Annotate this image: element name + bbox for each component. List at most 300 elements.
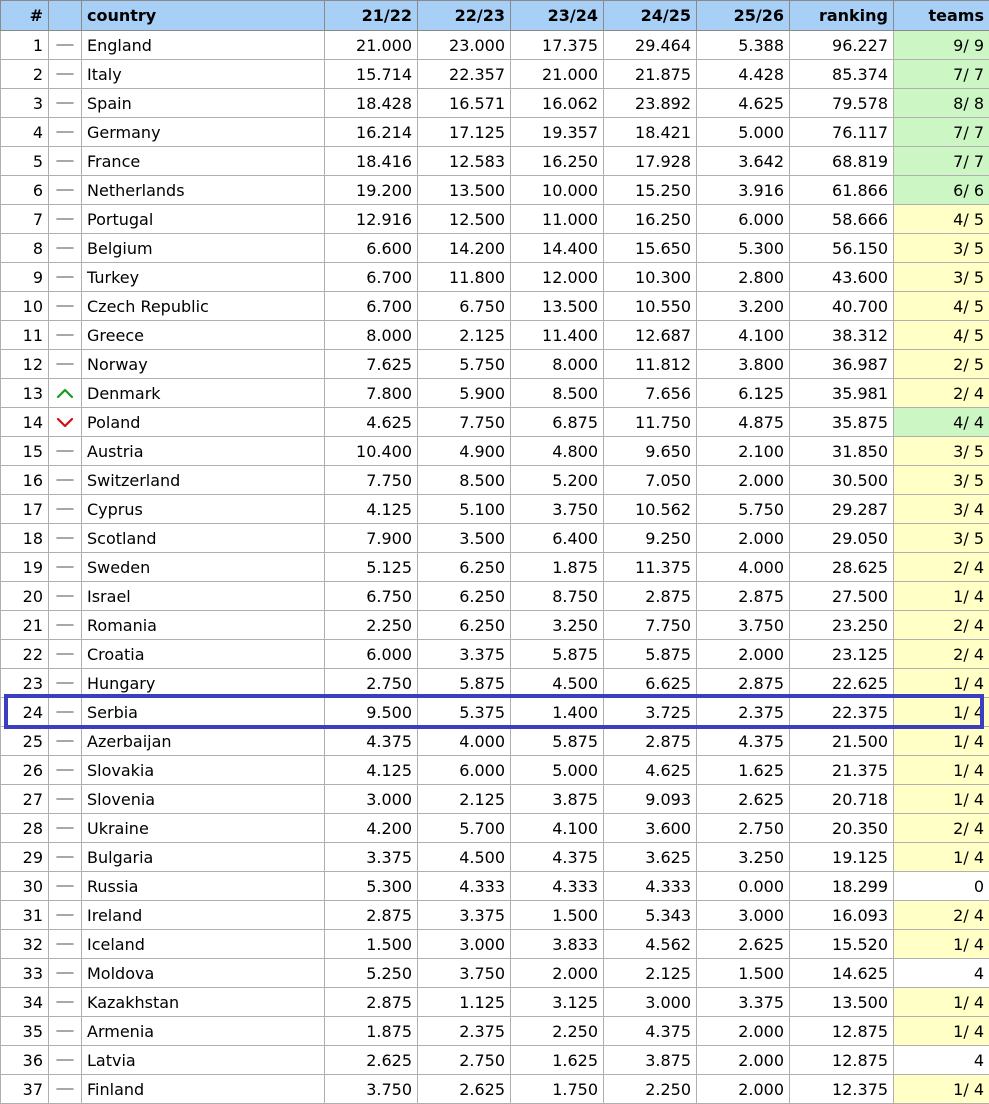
trend-cell [49, 1017, 82, 1046]
country-cell[interactable]: Germany [82, 118, 325, 147]
value-2223-cell: 16.571 [418, 89, 511, 118]
value-2526-cell: 4.428 [697, 60, 790, 89]
value-2223-cell: 3.000 [418, 930, 511, 959]
value-2425-cell: 9.093 [604, 785, 697, 814]
value-2425-cell: 11.375 [604, 553, 697, 582]
country-cell[interactable]: Serbia [82, 698, 325, 727]
value-2324-cell: 10.000 [511, 176, 604, 205]
country-cell[interactable]: Iceland [82, 930, 325, 959]
country-cell[interactable]: Cyprus [82, 495, 325, 524]
value-2425-cell: 12.687 [604, 321, 697, 350]
country-cell[interactable]: Italy [82, 60, 325, 89]
table-row[interactable] [1, 60, 989, 89]
table-row[interactable] [1, 901, 989, 930]
table-row[interactable] [1, 31, 989, 60]
country-cell[interactable]: Portugal [82, 205, 325, 234]
value-2425-cell: 3.600 [604, 814, 697, 843]
value-2526-cell: 3.916 [697, 176, 790, 205]
trend-same-icon [54, 850, 76, 864]
ranking-cell: 21.500 [790, 727, 894, 756]
table-row[interactable] [1, 1046, 989, 1075]
trend-cell [49, 843, 82, 872]
value-2223-cell: 17.125 [418, 118, 511, 147]
country-cell[interactable]: Austria [82, 437, 325, 466]
country-cell[interactable]: Sweden [82, 553, 325, 582]
value-2223-cell: 5.750 [418, 350, 511, 379]
table-row[interactable] [1, 640, 989, 669]
ranking-cell: 18.299 [790, 872, 894, 901]
value-2526-cell: 1.500 [697, 959, 790, 988]
rank-cell: 34 [1, 988, 49, 1017]
trend-cell [49, 147, 82, 176]
trend-cell [49, 466, 82, 495]
teams-cell: 4/ 5 [894, 205, 989, 234]
country-cell[interactable]: Turkey [82, 263, 325, 292]
table-row[interactable] [1, 930, 989, 959]
country-cell[interactable]: Ukraine [82, 814, 325, 843]
teams-cell: 4/ 4 [894, 408, 989, 437]
teams-cell: 2/ 5 [894, 350, 989, 379]
trend-cell [49, 292, 82, 321]
table-row[interactable] [1, 988, 989, 1017]
ranking-cell: 68.819 [790, 147, 894, 176]
rank-cell: 28 [1, 814, 49, 843]
trend-same-icon [54, 125, 76, 139]
value-2223-cell: 12.500 [418, 205, 511, 234]
value-2425-cell: 29.464 [604, 31, 697, 60]
country-cell[interactable]: Ireland [82, 901, 325, 930]
table-row[interactable] [1, 727, 989, 756]
ranking-cell: 23.250 [790, 611, 894, 640]
value-2122-cell: 2.875 [325, 901, 418, 930]
value-2324-cell: 3.125 [511, 988, 604, 1017]
trend-cell [49, 553, 82, 582]
value-2122-cell: 18.416 [325, 147, 418, 176]
trend-same-icon [54, 1024, 76, 1038]
teams-cell: 1/ 4 [894, 785, 989, 814]
country-cell[interactable]: Kazakhstan [82, 988, 325, 1017]
table-row[interactable] [1, 1017, 989, 1046]
value-2526-cell: 4.100 [697, 321, 790, 350]
table-row[interactable] [1, 843, 989, 872]
value-2526-cell: 2.750 [697, 814, 790, 843]
value-2425-cell: 2.875 [604, 727, 697, 756]
trend-cell [49, 640, 82, 669]
value-2425-cell: 7.050 [604, 466, 697, 495]
table-row[interactable] [1, 408, 989, 437]
value-2526-cell: 3.250 [697, 843, 790, 872]
value-2122-cell: 18.428 [325, 89, 418, 118]
trend-same-icon [54, 995, 76, 1009]
value-2223-cell: 2.375 [418, 1017, 511, 1046]
rank-cell: 13 [1, 379, 49, 408]
table-row[interactable] [1, 466, 989, 495]
trend-cell [49, 118, 82, 147]
value-2122-cell: 1.500 [325, 930, 418, 959]
trend-cell [49, 437, 82, 466]
trend-cell [49, 1046, 82, 1075]
country-cell[interactable]: Slovakia [82, 756, 325, 785]
value-2223-cell: 5.700 [418, 814, 511, 843]
country-cell[interactable]: Hungary [82, 669, 325, 698]
teams-cell: 3/ 5 [894, 263, 989, 292]
rank-cell: 16 [1, 466, 49, 495]
rank-cell: 15 [1, 437, 49, 466]
country-cell[interactable]: Israel [82, 582, 325, 611]
value-2223-cell: 13.500 [418, 176, 511, 205]
value-2223-cell: 4.900 [418, 437, 511, 466]
table-row[interactable] [1, 959, 989, 988]
value-2324-cell: 8.500 [511, 379, 604, 408]
table-row[interactable] [1, 437, 989, 466]
country-cell[interactable]: Armenia [82, 1017, 325, 1046]
trend-same-icon [54, 1053, 76, 1067]
country-cell[interactable]: Czech Republic [82, 292, 325, 321]
value-2526-cell: 2.875 [697, 582, 790, 611]
value-2223-cell: 11.800 [418, 263, 511, 292]
country-cell[interactable]: Slovenia [82, 785, 325, 814]
table-row[interactable] [1, 350, 989, 379]
table-row[interactable] [1, 89, 989, 118]
trend-cell [49, 959, 82, 988]
teams-cell: 1/ 4 [894, 1017, 989, 1046]
rank-cell: 29 [1, 843, 49, 872]
value-2526-cell: 1.625 [697, 756, 790, 785]
value-2526-cell: 5.388 [697, 31, 790, 60]
value-2122-cell: 5.125 [325, 553, 418, 582]
trend-cell [49, 582, 82, 611]
value-2223-cell: 5.875 [418, 669, 511, 698]
trend-same-icon [54, 792, 76, 806]
table-row[interactable] [1, 205, 989, 234]
value-2526-cell: 2.000 [697, 640, 790, 669]
value-2526-cell: 6.125 [697, 379, 790, 408]
trend-cell [49, 234, 82, 263]
rank-cell: 10 [1, 292, 49, 321]
value-2526-cell: 0.000 [697, 872, 790, 901]
country-cell[interactable]: Bulgaria [82, 843, 325, 872]
trend-same-icon [54, 937, 76, 951]
country-cell[interactable]: Latvia [82, 1046, 325, 1075]
value-2425-cell: 15.650 [604, 234, 697, 263]
value-2223-cell: 6.750 [418, 292, 511, 321]
ranking-cell: 12.875 [790, 1017, 894, 1046]
value-2324-cell: 6.400 [511, 524, 604, 553]
header-2324[interactable]: 23/24 [511, 1, 604, 31]
rank-cell: 12 [1, 350, 49, 379]
country-cell[interactable]: Croatia [82, 640, 325, 669]
trend-cell [49, 350, 82, 379]
teams-cell: 8/ 8 [894, 89, 989, 118]
table-row[interactable] [1, 263, 989, 292]
ranking-cell: 85.374 [790, 60, 894, 89]
ranking-cell: 43.600 [790, 263, 894, 292]
value-2324-cell: 14.400 [511, 234, 604, 263]
trend-cell [49, 930, 82, 959]
table-row[interactable] [1, 582, 989, 611]
value-2324-cell: 17.375 [511, 31, 604, 60]
value-2324-cell: 1.400 [511, 698, 604, 727]
value-2526-cell: 2.000 [697, 1017, 790, 1046]
value-2324-cell: 16.250 [511, 147, 604, 176]
value-2425-cell: 2.250 [604, 1075, 697, 1104]
country-cell[interactable]: Netherlands [82, 176, 325, 205]
value-2425-cell: 18.421 [604, 118, 697, 147]
value-2526-cell: 6.000 [697, 205, 790, 234]
trend-same-icon [54, 1082, 76, 1096]
value-2425-cell: 4.333 [604, 872, 697, 901]
value-2223-cell: 2.625 [418, 1075, 511, 1104]
country-cell[interactable]: Norway [82, 350, 325, 379]
teams-cell: 4/ 5 [894, 321, 989, 350]
teams-cell: 3/ 5 [894, 524, 989, 553]
value-2526-cell: 3.375 [697, 988, 790, 1017]
trend-same-icon [54, 676, 76, 690]
rank-cell: 25 [1, 727, 49, 756]
ranking-cell: 96.227 [790, 31, 894, 60]
header-2425[interactable]: 24/25 [604, 1, 697, 31]
trend-cell [49, 872, 82, 901]
ranking-cell: 29.287 [790, 495, 894, 524]
trend-same-icon [54, 966, 76, 980]
value-2526-cell: 2.000 [697, 1046, 790, 1075]
value-2526-cell: 3.642 [697, 147, 790, 176]
table-row[interactable] [1, 698, 989, 727]
value-2425-cell: 10.562 [604, 495, 697, 524]
rank-cell: 1 [1, 31, 49, 60]
ranking-cell: 19.125 [790, 843, 894, 872]
trend-cell [49, 31, 82, 60]
value-2324-cell: 5.875 [511, 640, 604, 669]
ranking-cell: 22.625 [790, 669, 894, 698]
header-teams[interactable]: teams [894, 1, 989, 31]
value-2122-cell: 15.714 [325, 60, 418, 89]
value-2324-cell: 8.000 [511, 350, 604, 379]
value-2223-cell: 5.900 [418, 379, 511, 408]
trend-cell [49, 785, 82, 814]
rank-cell: 23 [1, 669, 49, 698]
trend-same-icon [54, 357, 76, 371]
teams-cell: 6/ 6 [894, 176, 989, 205]
teams-cell: 4 [894, 959, 989, 988]
value-2425-cell: 4.625 [604, 756, 697, 785]
trend-same-icon [54, 473, 76, 487]
table-row[interactable] [1, 756, 989, 785]
rank-cell: 27 [1, 785, 49, 814]
value-2526-cell: 4.625 [697, 89, 790, 118]
header-rank[interactable]: # [1, 1, 49, 31]
teams-cell: 1/ 4 [894, 727, 989, 756]
country-cell[interactable]: Scotland [82, 524, 325, 553]
value-2324-cell: 5.200 [511, 466, 604, 495]
trend-same-icon [54, 618, 76, 632]
teams-cell: 7/ 7 [894, 60, 989, 89]
value-2324-cell: 12.000 [511, 263, 604, 292]
value-2425-cell: 10.550 [604, 292, 697, 321]
table-row[interactable] [1, 379, 989, 408]
country-cell[interactable]: Greece [82, 321, 325, 350]
teams-cell: 3/ 5 [894, 437, 989, 466]
teams-cell: 1/ 4 [894, 582, 989, 611]
value-2324-cell: 4.333 [511, 872, 604, 901]
ranking-cell: 16.093 [790, 901, 894, 930]
value-2223-cell: 23.000 [418, 31, 511, 60]
rank-cell: 30 [1, 872, 49, 901]
ranking-cell: 22.375 [790, 698, 894, 727]
table-row[interactable] [1, 118, 989, 147]
ranking-cell: 21.375 [790, 756, 894, 785]
value-2526-cell: 4.375 [697, 727, 790, 756]
value-2526-cell: 2.625 [697, 785, 790, 814]
value-2526-cell: 5.300 [697, 234, 790, 263]
trend-cell [49, 611, 82, 640]
country-cell[interactable]: Russia [82, 872, 325, 901]
country-cell[interactable]: Moldova [82, 959, 325, 988]
country-cell[interactable]: England [82, 31, 325, 60]
value-2122-cell: 6.000 [325, 640, 418, 669]
value-2526-cell: 5.000 [697, 118, 790, 147]
value-2122-cell: 4.375 [325, 727, 418, 756]
rank-cell: 9 [1, 263, 49, 292]
header-2223[interactable]: 22/23 [418, 1, 511, 31]
value-2324-cell: 4.500 [511, 669, 604, 698]
value-2425-cell: 9.650 [604, 437, 697, 466]
value-2223-cell: 2.125 [418, 785, 511, 814]
value-2324-cell: 1.750 [511, 1075, 604, 1104]
value-2223-cell: 1.125 [418, 988, 511, 1017]
country-cell[interactable]: Denmark [82, 379, 325, 408]
rank-cell: 36 [1, 1046, 49, 1075]
trend-cell [49, 321, 82, 350]
trend-same-icon [54, 96, 76, 110]
table-row[interactable] [1, 872, 989, 901]
rank-cell: 24 [1, 698, 49, 727]
value-2425-cell: 5.343 [604, 901, 697, 930]
value-2425-cell: 9.250 [604, 524, 697, 553]
country-cell[interactable]: Spain [82, 89, 325, 118]
value-2122-cell: 8.000 [325, 321, 418, 350]
country-cell[interactable]: Switzerland [82, 466, 325, 495]
value-2324-cell: 3.250 [511, 611, 604, 640]
trend-same-icon [54, 821, 76, 835]
table-row[interactable] [1, 785, 989, 814]
country-cell[interactable]: Azerbaijan [82, 727, 325, 756]
value-2425-cell: 16.250 [604, 205, 697, 234]
ranking-cell: 31.850 [790, 437, 894, 466]
value-2122-cell: 6.700 [325, 292, 418, 321]
ranking-cell: 12.375 [790, 1075, 894, 1104]
value-2122-cell: 7.625 [325, 350, 418, 379]
value-2324-cell: 13.500 [511, 292, 604, 321]
trend-cell [49, 988, 82, 1017]
teams-cell: 3/ 5 [894, 466, 989, 495]
value-2526-cell: 4.875 [697, 408, 790, 437]
header-ranking[interactable]: ranking [790, 1, 894, 31]
table-row[interactable] [1, 176, 989, 205]
value-2122-cell: 3.000 [325, 785, 418, 814]
rank-cell: 18 [1, 524, 49, 553]
table-row[interactable] [1, 234, 989, 263]
value-2526-cell: 2.100 [697, 437, 790, 466]
ranking-cell: 35.875 [790, 408, 894, 437]
teams-cell: 1/ 4 [894, 988, 989, 1017]
header-2526[interactable]: 25/26 [697, 1, 790, 31]
table-row[interactable] [1, 611, 989, 640]
value-2324-cell: 11.400 [511, 321, 604, 350]
table-row[interactable] [1, 553, 989, 582]
ranking-cell: 15.520 [790, 930, 894, 959]
country-cell[interactable]: Finland [82, 1075, 325, 1104]
rank-cell: 3 [1, 89, 49, 118]
rank-cell: 6 [1, 176, 49, 205]
value-2324-cell: 5.875 [511, 727, 604, 756]
country-cell[interactable]: Romania [82, 611, 325, 640]
teams-cell: 2/ 4 [894, 814, 989, 843]
trend-cell [49, 408, 82, 437]
value-2425-cell: 23.892 [604, 89, 697, 118]
table-row[interactable] [1, 1075, 989, 1104]
value-2122-cell: 9.500 [325, 698, 418, 727]
value-2425-cell: 4.375 [604, 1017, 697, 1046]
table-row[interactable] [1, 814, 989, 843]
value-2425-cell: 3.625 [604, 843, 697, 872]
trend-cell [49, 524, 82, 553]
value-2425-cell: 10.300 [604, 263, 697, 292]
value-2425-cell: 3.875 [604, 1046, 697, 1075]
trend-same-icon [54, 67, 76, 81]
country-cell[interactable]: France [82, 147, 325, 176]
value-2425-cell: 4.562 [604, 930, 697, 959]
header-country[interactable]: country [82, 1, 325, 31]
teams-cell: 1/ 4 [894, 698, 989, 727]
table-row[interactable] [1, 495, 989, 524]
country-cell[interactable]: Belgium [82, 234, 325, 263]
table-row[interactable] [1, 321, 989, 350]
ranking-cell: 23.125 [790, 640, 894, 669]
trend-same-icon [54, 444, 76, 458]
trend-cell [49, 205, 82, 234]
value-2122-cell: 4.125 [325, 495, 418, 524]
value-2324-cell: 1.875 [511, 553, 604, 582]
trend-same-icon [54, 38, 76, 52]
table-row[interactable] [1, 669, 989, 698]
value-2223-cell: 6.250 [418, 582, 511, 611]
rank-cell: 17 [1, 495, 49, 524]
trend-same-icon [54, 212, 76, 226]
value-2425-cell: 2.875 [604, 582, 697, 611]
value-2122-cell: 6.600 [325, 234, 418, 263]
value-2122-cell: 3.750 [325, 1075, 418, 1104]
teams-cell: 1/ 4 [894, 930, 989, 959]
rank-cell: 19 [1, 553, 49, 582]
value-2223-cell: 2.125 [418, 321, 511, 350]
country-cell[interactable]: Poland [82, 408, 325, 437]
table-row[interactable] [1, 147, 989, 176]
table-row[interactable] [1, 292, 989, 321]
value-2223-cell: 3.500 [418, 524, 511, 553]
table-row[interactable] [1, 524, 989, 553]
rank-cell: 4 [1, 118, 49, 147]
value-2122-cell: 1.875 [325, 1017, 418, 1046]
value-2122-cell: 7.900 [325, 524, 418, 553]
trend-cell [49, 698, 82, 727]
teams-cell: 7/ 7 [894, 118, 989, 147]
rank-cell: 22 [1, 640, 49, 669]
header-2122[interactable]: 21/22 [325, 1, 418, 31]
value-2122-cell: 12.916 [325, 205, 418, 234]
value-2122-cell: 4.125 [325, 756, 418, 785]
value-2324-cell: 2.000 [511, 959, 604, 988]
